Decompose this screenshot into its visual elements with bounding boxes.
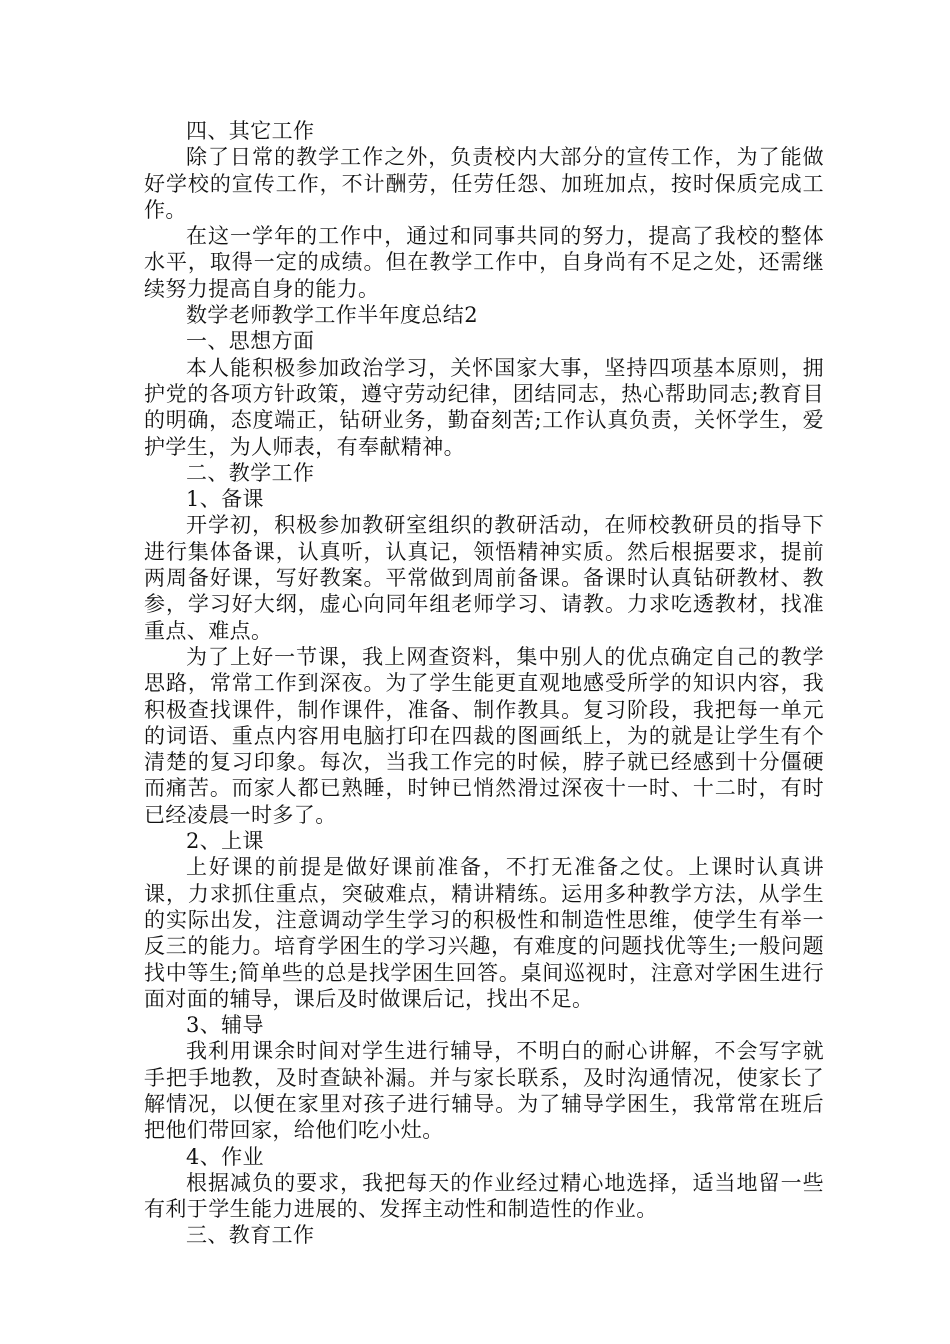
body-paragraph: 根据减负的要求，我把每天的作业经过精心地选择，适当地留一些有利于学生能力进展的、发挥主动性和制造性的作业。: [144, 1170, 824, 1222]
subsection-heading-lesson-prep: 1、备课: [186, 487, 264, 512]
body-paragraph: 开学初，积极参加教研室组织的教研活动，在师校教研员的指导下进行集体备课，认真听，认真记，领悟精神实质。然后根据要求，提前两周备好课，写好教案。平常做到周前备课。备课时认真钻研教材、教参，学习好大纲，虚心向同年组老师学习、请教。力求吃透教材，找准重点、难点。: [144, 513, 824, 643]
body-paragraph: 为了上好一节课，我上网查资料，集中别人的优点确定自己的教学思路，常常工作到深夜。为了学生能更直观地感受所学的知识内容，我积极查找课件，制作课件，准备、制作教具。复习阶段，我把每一单元的词语、重点内容用电脑打印在四裁的图画纸上，为的就是让学生有个清楚的复习印象。每次，当我工作完的时候，脖子就已经感到十分僵硬而痛苦。而家人都已熟睡，时钟已悄然滑过深夜十一时、十二时，有时已经凌晨一时多了。: [144, 644, 824, 827]
body-paragraph: 上好课的前提是做好课前准备，不打无准备之仗。上课时认真讲课，力求抓住重点，突破难点，精讲精练。运用多种教学方法，从学生的实际出发，注意调动学生学习的积极性和制造性思维，使学生有举一反三的能力。培育学困生的学习兴趣，有难度的问题找优等生;一般问题找中等生;简单些的总是找学困生回答。桌间巡视时，注意对学困生进行面对面的辅导，课后及时做课后记，找出不足。: [144, 855, 824, 1011]
document-subtitle: 数学老师教学工作半年度总结2: [186, 303, 478, 328]
subsection-heading-homework: 4、作业: [186, 1144, 264, 1169]
body-paragraph: 本人能积极参加政治学习，关怀国家大事，坚持四项基本原则，拥护党的各项方针政策，遵守劳动纪律，团结同志，热心帮助同志;教育目的明确，态度端正，钻研业务，勤奋刻苦;工作认真负责，关怀学生，爱护学生，为人师表，有奉献精神。: [144, 355, 824, 459]
section-heading-education: 三、教育工作: [186, 1223, 315, 1248]
section-heading-thought: 一、思想方面: [186, 329, 315, 354]
document-page: [144, 118, 824, 1249]
body-paragraph: 我利用课余时间对学生进行辅导，不明白的耐心讲解，不会写字就手把手地教，及时查缺补漏。并与家长联系，及时沟通情况，使家长了解情况，以便在家里对孩子进行辅导。为了辅导学困生，我常常在班后把他们带回家，给他们吃小灶。: [144, 1039, 824, 1143]
section-heading-other-work: 四、其它工作: [186, 119, 315, 143]
body-paragraph: 在这一学年的工作中，通过和同事共同的努力，提高了我校的整体水平，取得一定的成绩。但在教学工作中，自身尚有不足之处，还需继续努力提高自身的能力。: [144, 224, 824, 301]
subsection-heading-class: 2、上课: [186, 829, 264, 854]
section-heading-teaching: 二、教学工作: [186, 460, 315, 485]
subsection-heading-tutoring: 3、辅导: [186, 1013, 264, 1038]
body-paragraph: 除了日常的教学工作之外，负责校内大部分的宣传工作，为了能做好学校的宣传工作，不计酬劳，任劳任怨、加班加点，按时保质完成工作。: [144, 145, 824, 222]
